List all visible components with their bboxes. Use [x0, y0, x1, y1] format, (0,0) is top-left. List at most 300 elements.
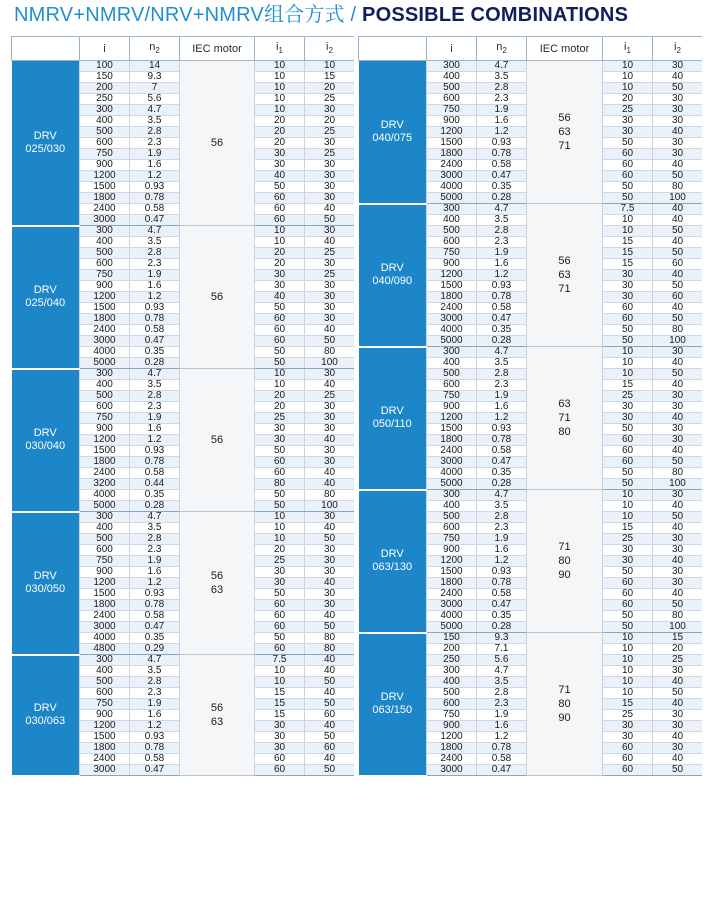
i1-cell: 15 — [603, 237, 653, 248]
speed-cell: 0.47 — [477, 457, 527, 468]
i2-cell: 30 — [653, 490, 703, 501]
table-row — [12, 655, 355, 666]
speed-cell: 1.6 — [477, 116, 527, 127]
i2-cell: 40 — [653, 699, 703, 710]
speed-cell: 1.2 — [130, 292, 180, 303]
ratio-cell: 400 — [80, 666, 130, 677]
ratio-cell: 1800 — [427, 743, 477, 754]
i2-cell: 40 — [653, 523, 703, 534]
iec-motor-size: 56 — [558, 255, 571, 267]
i1-cell: 30 — [255, 149, 305, 160]
ratio-cell: 900 — [427, 721, 477, 732]
i1-cell: 10 — [255, 237, 305, 248]
speed-cell: 1.2 — [477, 413, 527, 424]
i2-cell: 100 — [653, 193, 703, 204]
speed-cell: 0.78 — [477, 292, 527, 303]
speed-cell: 3.5 — [130, 666, 180, 677]
speed-cell: 7.1 — [477, 644, 527, 655]
speed-cell: 1.6 — [130, 710, 180, 721]
speed-cell: 2.8 — [477, 369, 527, 380]
speed-cell: 1.9 — [477, 248, 527, 259]
ratio-cell: 900 — [80, 424, 130, 435]
i2-cell: 40 — [305, 523, 355, 534]
model-label: 063/150 — [372, 704, 413, 716]
speed-cell: 4.7 — [130, 369, 180, 380]
ratio-cell: 750 — [80, 270, 130, 281]
i1-cell: 50 — [255, 347, 305, 358]
i1-cell: 10 — [255, 94, 305, 105]
table-row — [359, 633, 703, 644]
speed-cell: 0.58 — [477, 589, 527, 600]
ratio-cell: 5000 — [80, 358, 130, 369]
speed-cell: 0.47 — [477, 171, 527, 182]
speed-cell: 1.9 — [130, 270, 180, 281]
i1-cell: 60 — [255, 457, 305, 468]
i1-cell: 10 — [603, 688, 653, 699]
i1-cell: 50 — [603, 479, 653, 490]
i2-cell: 25 — [305, 270, 355, 281]
i1-cell: 10 — [255, 380, 305, 391]
ratio-cell: 3000 — [427, 314, 477, 325]
i1-cell: 20 — [255, 545, 305, 556]
model-label: 040/090 — [372, 275, 413, 287]
iec-motor-size: 56 — [210, 291, 224, 303]
speed-cell: 0.35 — [130, 347, 180, 358]
ratio-cell: 500 — [80, 127, 130, 138]
speed-cell: 3.5 — [477, 215, 527, 226]
i2-cell: 50 — [653, 512, 703, 523]
ratio-cell: 750 — [427, 391, 477, 402]
i2-cell: 50 — [653, 765, 703, 776]
ratio-cell: 1500 — [80, 303, 130, 314]
i1-cell: 30 — [255, 743, 305, 754]
i2-cell: 30 — [305, 402, 355, 413]
i1-cell: 50 — [603, 336, 653, 347]
speed-cell: 2.8 — [130, 677, 180, 688]
table-body-left — [12, 61, 355, 776]
iec-motor-size: 90 — [558, 569, 571, 581]
ratio-cell: 1200 — [427, 413, 477, 424]
iec-motor-cell — [527, 347, 603, 490]
iec-motor-size: 56 — [210, 434, 224, 446]
speed-cell: 0.78 — [130, 457, 180, 468]
speed-cell: 1.2 — [477, 732, 527, 743]
speed-cell: 0.78 — [477, 578, 527, 589]
i2-cell: 40 — [653, 556, 703, 567]
i2-cell: 80 — [305, 347, 355, 358]
speed-cell: 1.9 — [477, 105, 527, 116]
i1-cell: 10 — [255, 677, 305, 688]
i2-cell: 50 — [305, 534, 355, 545]
i1-cell: 10 — [255, 523, 305, 534]
speed-cell: 0.93 — [130, 446, 180, 457]
header-iec-motor: IEC motor — [180, 37, 255, 61]
i2-cell: 40 — [653, 380, 703, 391]
i2-cell: 25 — [305, 248, 355, 259]
i1-cell: 50 — [255, 446, 305, 457]
iec-motor-size: 63 — [558, 126, 571, 138]
i2-cell: 60 — [305, 710, 355, 721]
i1-cell: 30 — [603, 402, 653, 413]
ratio-cell: 200 — [427, 644, 477, 655]
i2-cell: 30 — [305, 424, 355, 435]
iec-motor-cell — [180, 369, 255, 512]
ratio-cell: 4000 — [427, 325, 477, 336]
i2-cell: 40 — [305, 380, 355, 391]
speed-cell: 14 — [130, 61, 180, 72]
model-label: DRV — [380, 118, 404, 131]
model-cell — [359, 347, 427, 490]
ratio-cell: 1200 — [427, 127, 477, 138]
speed-cell: 4.7 — [477, 666, 527, 677]
ratio-cell: 3000 — [427, 600, 477, 611]
ratio-cell: 500 — [427, 512, 477, 523]
i2-cell: 40 — [305, 325, 355, 336]
ratio-cell: 1800 — [80, 600, 130, 611]
header-output-speed: $n_2$ — [477, 37, 527, 61]
title-chinese: NMRV+NMRV/NRV+NMRV组合方式 / — [14, 4, 357, 26]
page-title — [14, 0, 628, 30]
i2-cell: 80 — [305, 490, 355, 501]
i2-cell: 40 — [653, 358, 703, 369]
ratio-cell: 500 — [427, 688, 477, 699]
speed-cell: 0.47 — [130, 622, 180, 633]
i1-cell: 60 — [255, 204, 305, 215]
model-label: DRV — [33, 284, 57, 296]
i1-cell: 50 — [255, 633, 305, 644]
speed-cell: 0.28 — [477, 336, 527, 347]
model-label: 025/030 — [25, 142, 66, 155]
iec-motor-size: 56 — [558, 112, 571, 124]
i1-cell: 10 — [603, 215, 653, 226]
ratio-cell: 600 — [80, 688, 130, 699]
speed-cell: 3.5 — [477, 72, 527, 83]
i1-cell: 60 — [255, 325, 305, 336]
i2-cell: 30 — [305, 369, 355, 380]
speed-cell: 1.2 — [130, 171, 180, 182]
i1-cell: 10 — [603, 501, 653, 512]
speed-cell: 0.47 — [130, 215, 180, 226]
ratio-cell: 300 — [80, 655, 130, 666]
speed-cell: 3.5 — [130, 116, 180, 127]
i1-cell: 50 — [603, 193, 653, 204]
i2-cell: 40 — [305, 611, 355, 622]
i2-cell: 50 — [305, 732, 355, 743]
i1-cell: 30 — [603, 116, 653, 127]
i2-cell: 80 — [653, 325, 703, 336]
speed-cell: 0.93 — [477, 567, 527, 578]
i2-cell: 30 — [653, 666, 703, 677]
ratio-cell: 3000 — [80, 336, 130, 347]
speed-cell: 0.58 — [477, 754, 527, 765]
speed-cell: 1.2 — [477, 556, 527, 567]
speed-cell: 0.28 — [130, 358, 180, 369]
i2-cell: 30 — [653, 435, 703, 446]
i2-cell: 30 — [653, 424, 703, 435]
i2-cell: 50 — [653, 600, 703, 611]
speed-cell: 4.7 — [477, 347, 527, 358]
i1-cell: 60 — [603, 160, 653, 171]
speed-cell: 1.2 — [477, 270, 527, 281]
i1-cell: 30 — [255, 578, 305, 589]
i2-cell: 30 — [305, 259, 355, 270]
i2-cell: 40 — [653, 72, 703, 83]
ratio-cell: 1500 — [427, 567, 477, 578]
i1-cell: 40 — [255, 171, 305, 182]
i2-cell: 30 — [305, 314, 355, 325]
ratio-cell: 300 — [80, 512, 130, 523]
i2-cell: 60 — [305, 743, 355, 754]
iec-motor-size: 71 — [558, 684, 571, 696]
speed-cell: 4.7 — [477, 490, 527, 501]
table-row — [359, 490, 703, 501]
table-header — [12, 37, 355, 61]
iec-motor-size: 63 — [210, 584, 224, 596]
i2-cell: 50 — [653, 688, 703, 699]
i2-cell: 30 — [305, 105, 355, 116]
i2-cell: 30 — [305, 545, 355, 556]
speed-cell: 2.3 — [477, 94, 527, 105]
iec-motor-cell — [527, 633, 603, 776]
ratio-cell: 2400 — [80, 754, 130, 765]
speed-cell: 1.9 — [130, 699, 180, 710]
ratio-cell: 400 — [427, 358, 477, 369]
i1-cell: 60 — [603, 754, 653, 765]
i1-cell: 60 — [603, 149, 653, 160]
speed-cell: 0.78 — [130, 743, 180, 754]
i1-cell: 20 — [255, 259, 305, 270]
i2-cell: 50 — [653, 457, 703, 468]
i1-cell: 50 — [603, 182, 653, 193]
ratio-cell: 300 — [427, 204, 477, 215]
ratio-cell: 750 — [80, 556, 130, 567]
ratio-cell: 4000 — [80, 347, 130, 358]
model-cell — [12, 655, 80, 776]
ratio-cell: 400 — [80, 380, 130, 391]
speed-cell: 0.58 — [130, 468, 180, 479]
speed-cell: 3.5 — [130, 380, 180, 391]
model-label: 030/050 — [25, 583, 66, 595]
speed-cell: 0.47 — [477, 314, 527, 325]
speed-cell: 7 — [130, 83, 180, 94]
ratio-cell: 150 — [80, 72, 130, 83]
speed-cell: 1.9 — [130, 413, 180, 424]
i1-cell: 10 — [603, 358, 653, 369]
speed-cell: 2.3 — [477, 699, 527, 710]
ratio-cell: 100 — [80, 61, 130, 72]
i2-cell: 50 — [305, 215, 355, 226]
i1-cell: 30 — [603, 556, 653, 567]
ratio-cell: 4000 — [427, 611, 477, 622]
i2-cell: 40 — [305, 468, 355, 479]
ratio-cell: 600 — [80, 545, 130, 556]
ratio-cell: 4800 — [80, 644, 130, 655]
i1-cell: 60 — [603, 743, 653, 754]
i2-cell: 30 — [305, 281, 355, 292]
model-label: DRV — [33, 129, 57, 142]
i2-cell: 50 — [653, 314, 703, 325]
i1-cell: 60 — [255, 754, 305, 765]
i2-cell: 100 — [305, 501, 355, 512]
model-label: 063/130 — [372, 561, 413, 573]
speed-cell: 4.7 — [477, 204, 527, 215]
i1-cell: 10 — [603, 633, 653, 644]
i1-cell: 15 — [603, 259, 653, 270]
i2-cell: 30 — [305, 138, 355, 149]
ratio-cell: 4000 — [427, 468, 477, 479]
i1-cell: 10 — [255, 512, 305, 523]
speed-cell: 2.3 — [130, 545, 180, 556]
ratio-cell: 2400 — [427, 303, 477, 314]
iec-motor-size: 71 — [558, 541, 571, 553]
ratio-cell: 1500 — [427, 424, 477, 435]
ratio-cell: 300 — [427, 347, 477, 358]
iec-motor-size: 56 — [210, 570, 224, 582]
ratio-cell: 500 — [80, 248, 130, 259]
ratio-cell: 5000 — [427, 479, 477, 490]
i1-cell: 60 — [255, 765, 305, 776]
ratio-cell: 1500 — [80, 732, 130, 743]
i2-cell: 25 — [305, 94, 355, 105]
i2-cell: 80 — [305, 644, 355, 655]
ratio-cell: 500 — [427, 226, 477, 237]
i2-cell: 30 — [653, 149, 703, 160]
ratio-cell: 3000 — [80, 622, 130, 633]
model-label: 025/040 — [25, 297, 66, 309]
ratio-cell: 4000 — [80, 490, 130, 501]
ratio-cell: 1800 — [80, 193, 130, 204]
i2-cell: 50 — [305, 765, 355, 776]
i2-cell: 40 — [653, 127, 703, 138]
ratio-cell: 1500 — [80, 446, 130, 457]
ratio-cell: 2400 — [80, 325, 130, 336]
i1-cell: 10 — [603, 72, 653, 83]
speed-cell: 0.47 — [130, 336, 180, 347]
ratio-cell: 2400 — [80, 204, 130, 215]
i1-cell: 30 — [255, 435, 305, 446]
header-i2: $i_2$ — [305, 37, 355, 61]
speed-cell: 0.78 — [130, 600, 180, 611]
i2-cell: 20 — [653, 644, 703, 655]
ratio-cell: 2400 — [80, 468, 130, 479]
i1-cell: 30 — [255, 424, 305, 435]
i2-cell: 10 — [305, 61, 355, 72]
i2-cell: 30 — [305, 556, 355, 567]
i1-cell: 60 — [603, 171, 653, 182]
i2-cell: 40 — [653, 754, 703, 765]
speed-cell: 3.5 — [477, 677, 527, 688]
ratio-cell: 250 — [80, 94, 130, 105]
i1-cell: 25 — [255, 556, 305, 567]
i1-cell: 60 — [255, 611, 305, 622]
ratio-cell: 600 — [427, 523, 477, 534]
speed-cell: 0.47 — [477, 765, 527, 776]
i2-cell: 80 — [653, 182, 703, 193]
i1-cell: 50 — [255, 358, 305, 369]
speed-cell: 0.58 — [477, 446, 527, 457]
ratio-cell: 900 — [427, 116, 477, 127]
i2-cell: 30 — [653, 567, 703, 578]
i2-cell: 30 — [653, 116, 703, 127]
i1-cell: 25 — [603, 710, 653, 721]
speed-cell: 0.78 — [477, 435, 527, 446]
ratio-cell: 4000 — [427, 182, 477, 193]
i1-cell: 50 — [255, 303, 305, 314]
i1-cell: 10 — [603, 666, 653, 677]
speed-cell: 2.8 — [130, 391, 180, 402]
i2-cell: 60 — [653, 292, 703, 303]
ratio-cell: 400 — [80, 116, 130, 127]
ratio-cell: 2400 — [427, 446, 477, 457]
i1-cell: 10 — [603, 490, 653, 501]
i1-cell: 30 — [603, 270, 653, 281]
ratio-cell: 900 — [427, 545, 477, 556]
i1-cell: 10 — [255, 534, 305, 545]
i1-cell: 60 — [603, 457, 653, 468]
i1-cell: 50 — [603, 468, 653, 479]
speed-cell: 1.6 — [130, 160, 180, 171]
table-row — [359, 204, 703, 215]
speed-cell: 1.6 — [477, 259, 527, 270]
ratio-cell: 600 — [427, 237, 477, 248]
speed-cell: 1.6 — [130, 567, 180, 578]
i1-cell: 50 — [255, 501, 305, 512]
i1-cell: 20 — [255, 138, 305, 149]
speed-cell: 0.93 — [130, 182, 180, 193]
i1-cell: 60 — [603, 578, 653, 589]
speed-cell: 0.35 — [130, 633, 180, 644]
speed-cell: 2.8 — [130, 248, 180, 259]
i1-cell: 20 — [255, 116, 305, 127]
i2-cell: 40 — [305, 666, 355, 677]
ratio-cell: 600 — [427, 380, 477, 391]
speed-cell: 0.78 — [130, 193, 180, 204]
ratio-cell: 250 — [427, 655, 477, 666]
i2-cell: 15 — [653, 633, 703, 644]
ratio-cell: 1200 — [80, 721, 130, 732]
i2-cell: 30 — [653, 743, 703, 754]
iec-motor-size: 80 — [558, 555, 571, 567]
i1-cell: 60 — [603, 446, 653, 457]
ratio-cell: 2400 — [427, 160, 477, 171]
i1-cell: 10 — [603, 83, 653, 94]
ratio-cell: 900 — [80, 710, 130, 721]
iec-motor-cell — [527, 490, 603, 633]
i2-cell: 50 — [305, 336, 355, 347]
ratio-cell: 1200 — [427, 556, 477, 567]
i2-cell: 80 — [305, 633, 355, 644]
speed-cell: 4.7 — [130, 105, 180, 116]
i1-cell: 10 — [603, 677, 653, 688]
header-i1: $i_1$ — [255, 37, 305, 61]
i1-cell: 10 — [255, 226, 305, 237]
ratio-cell: 3000 — [427, 171, 477, 182]
ratio-cell: 5000 — [80, 501, 130, 512]
i1-cell: 80 — [255, 479, 305, 490]
i2-cell: 30 — [305, 589, 355, 600]
model-label: 030/063 — [25, 715, 66, 727]
speed-cell: 1.6 — [477, 545, 527, 556]
i2-cell: 40 — [305, 688, 355, 699]
table-row — [359, 347, 703, 358]
speed-cell: 0.58 — [477, 303, 527, 314]
speed-cell: 3.5 — [130, 237, 180, 248]
ratio-cell: 500 — [80, 677, 130, 688]
i1-cell: 60 — [603, 435, 653, 446]
table-row — [12, 369, 355, 380]
i2-cell: 30 — [305, 457, 355, 468]
i1-cell: 10 — [603, 369, 653, 380]
